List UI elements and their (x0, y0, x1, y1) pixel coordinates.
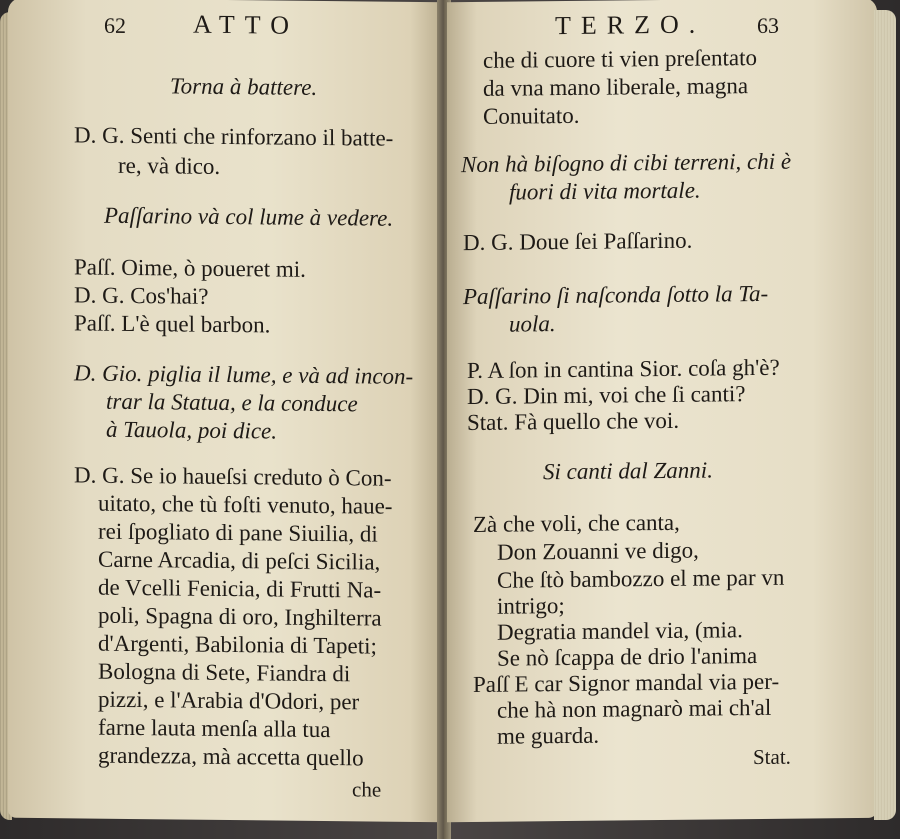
text-line: D. G. Din mi, voi che ſi canti? (467, 381, 746, 410)
left-page (8, 0, 445, 822)
text-line: pizzi, e l'Arabia d'Odori, per (98, 686, 360, 715)
right-running-head: TERZO. (555, 9, 706, 41)
song-line: Che ſtò bambozzo el me par vn (497, 564, 785, 593)
text-line: D. G. Senti che rinforzano il batte- (74, 122, 394, 151)
text-line: de Vcelli Fenicia, di Frutti Na- (98, 574, 382, 603)
stage-direction: Torna à battere. (170, 73, 318, 100)
stage-direction: trar la Statua, e la conduce (106, 388, 358, 417)
song-line: Se nò ſcappa de drio l'anima (497, 643, 758, 671)
stage-direction: à Tauola, poi dice. (106, 416, 278, 444)
right-catchword: Stat. (753, 744, 791, 770)
right-page-edges (874, 10, 896, 820)
stage-direction: Non hà biſogno di cibi terreni, chi è (461, 148, 792, 178)
text-line: Conuitato. (483, 102, 580, 129)
text-line: Stat. Fà quello che voi. (467, 407, 680, 436)
left-page-number: 62 (104, 12, 126, 38)
stage-direction: Paſſarino và col lume à vedere. (104, 202, 394, 231)
text-line: poli, Spagna di oro, Inghilterra (98, 602, 382, 631)
text-line: che di cuore ti vien preſentato (483, 45, 757, 73)
text-line: D. G. Cos'hai? (74, 282, 209, 309)
text-line: uitato, che tù foſti venuto, haue- (98, 490, 393, 519)
text-line: che hà non magnarò mai ch'al (497, 694, 772, 723)
stage-direction: fuori di vita mortale. (509, 177, 701, 205)
text-line: me guarda. (497, 722, 600, 749)
text-line: farne lauta menſa alla tua (98, 714, 331, 743)
text-line: Bologna di Sete, Fiandra di (98, 658, 351, 687)
text-line: grandezza, mà accetta quello (98, 742, 364, 771)
stage-direction: D. Gio. piglia il lume, e và ad incon- (74, 360, 414, 389)
text-line: Paſſ. Oime, ò poueret mi. (74, 254, 306, 282)
text-line: rei ſpogliato di pane Siuilia, di (98, 518, 378, 547)
stage-direction: uola. (509, 311, 556, 337)
text-line: da vna mano liberale, magna (483, 73, 749, 101)
right-page (447, 0, 877, 822)
song-line: intrigo; (497, 593, 565, 619)
text-line: Paſſ E car Signor mandal via per- (473, 668, 780, 697)
stage-direction: Si canti dal Zanni. (543, 457, 713, 485)
song-line: Degratia mandel via, (mia. (497, 617, 743, 645)
text-line: d'Argenti, Babilonia di Tapeti; (98, 630, 377, 659)
text-line: D. G. Doue ſei Paſſarino. (463, 227, 693, 256)
song-line: Zà che voli, che canta, (473, 509, 680, 537)
text-line: P. A ſon in cantina Sior. coſa gh'è? (467, 354, 780, 384)
song-line: Don Zouanni ve digo, (497, 537, 699, 565)
stage-direction: Paſſarino ſi naſconda ſotto la Ta- (463, 280, 769, 310)
text-line: D. G. Se io haueſsi creduto ò Con- (74, 462, 392, 491)
right-page-number: 63 (757, 12, 779, 39)
text-line: Carne Arcadia, di peſci Sicilia, (98, 546, 381, 575)
text-line: re, và dico. (118, 152, 221, 179)
left-catchword: che (352, 777, 382, 802)
text-line: Paſſ. L'è quel barbon. (74, 310, 271, 338)
left-running-head: ATTO (193, 9, 299, 40)
